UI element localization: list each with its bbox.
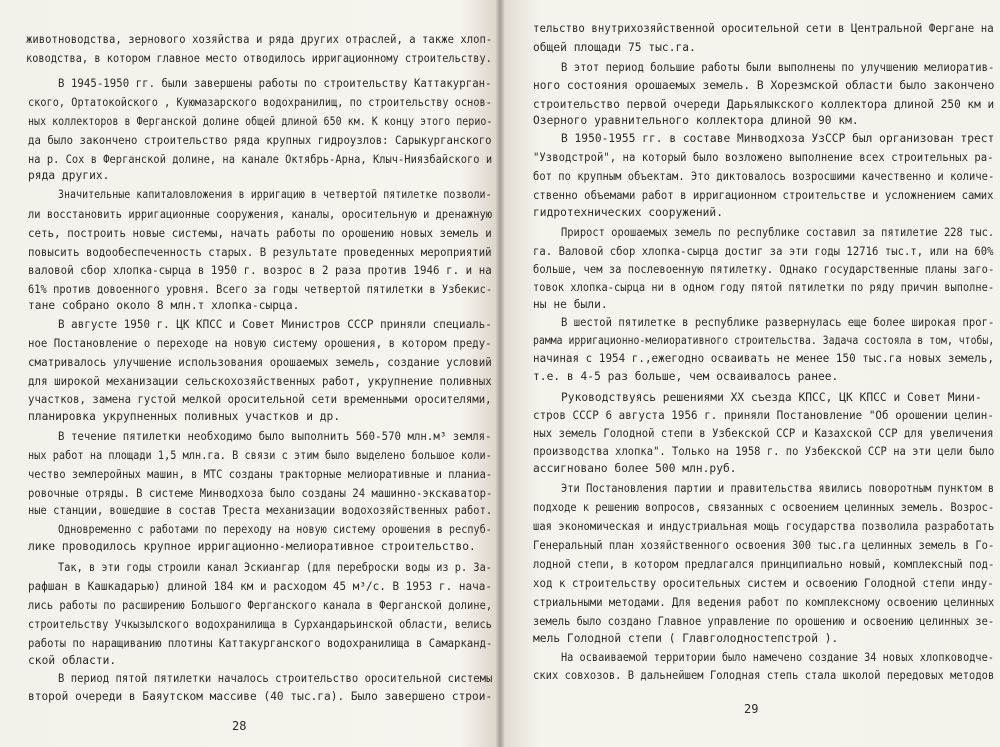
text-line: ны не были. <box>533 298 608 311</box>
text-line: строительство первой очереди Дарьялыкского коллектора длиной 250 км и <box>533 98 995 111</box>
text-line: земель было создано Главное управление по орошению и освоению целинных зе- <box>533 615 995 628</box>
text-line: работы по наращиванию плотины Каттакурганского водохранилища в Самарканд- <box>28 637 493 650</box>
right-page <box>503 0 1000 747</box>
text-line: ряда других. <box>28 169 110 182</box>
text-line: лике проводилось крупное ирригационно-мелиоративное строительство. <box>28 540 476 553</box>
text-line: гидротехнических сооружений. <box>533 206 723 219</box>
text-line: общей площади 75 тыс.га. <box>533 41 696 54</box>
text-line: ровочные отряды. В системе Минводхоза было созданы 24 машинно-экскаватор- <box>28 487 493 500</box>
text-line: тане собрано около 8 млн.т хлопка-сырца. <box>28 299 300 312</box>
text-line: В период пятой пятилетки началось строительство оросительной системы <box>58 672 493 685</box>
text-line: Озерного уравнительного коллектора длиной 90 км. <box>533 114 859 127</box>
text-line: ли восстановить ирригационные сооружения, каналы, оросительную и дренажную <box>28 208 493 221</box>
text-line: стриальными методами. Для ведения работ по комплексному освоению целинных <box>533 596 995 609</box>
page-number: 28 <box>232 719 247 733</box>
text-line: ской области. <box>28 654 117 667</box>
text-line: сматривалось улучшение использования орошаемых земель, создание условий <box>28 356 492 369</box>
text-line: ное Постановление о переходе на новую систему орошения, в котором преду- <box>28 337 492 350</box>
text-line: В августе 1950 г. ЦК КПСС и Совет Министров СССР приняли специаль- <box>58 318 492 331</box>
text-line: ственно объемами работ в ирригационном строительстве и усложнением самих <box>533 189 994 202</box>
text-line: ных коллекторов в Ферганской долине общей длиной 650 км. К концу этого перио- <box>28 115 493 128</box>
text-line: ассигновано более 500 млн.руб. <box>533 462 737 475</box>
text-line: рамма ирригационно-мелиоративного строительства. Задача состояла в том, чтобы, <box>533 334 995 347</box>
text-line: стров СССР 6 августа 1956 г. приняли Постановление "Об орошении целин- <box>533 409 994 422</box>
text-line: Прирост орошаемых земель по республике составил за пятилетие 228 тыс. <box>561 226 995 239</box>
text-line: 61% против довоенного уровня. Всего за годы четвертой пятилетки в Узбекис- <box>28 283 493 296</box>
text-line: ководства, в котором главное место отводилось ирригационному строительству. <box>26 52 492 65</box>
text-line: т.е. в 4-5 раз больше, чем осваивалось ранее. <box>533 370 839 383</box>
text-line: В этот период большие работы были выполнены по улучшению мелиоратив- <box>561 61 995 74</box>
page-number: 29 <box>744 702 759 716</box>
text-line: Эти Постановления партии и правительства явились поворотным пунктом в <box>561 482 995 495</box>
text-line: ных земель Голодной степи в Узбекской ССР и Казахской ССР для увеличения <box>533 427 994 440</box>
text-line: второй очереди в Баяутском массиве (40 тыс.га). Было завершено строи- <box>28 690 493 703</box>
text-line: для широкой механизации сельскохозяйственных работ, укрупнение поливных <box>28 375 492 388</box>
text-line: подходе к решению вопросов, связанных с освоением целинных земель. Возрос- <box>533 501 995 514</box>
text-line: да было закончено строительство ряда крупных гидроузлов: Сарыкурганского <box>28 134 492 147</box>
text-line: сеть, построить новые системы, начать работы по орошению новых земель и <box>28 227 492 240</box>
text-line: больше, чем за послевоенную пятилетку. Однако государственные планы заго- <box>533 263 995 276</box>
text-line: ход к строительству оросительных систем и освоению Голодной степи инду- <box>533 577 994 590</box>
text-line: на р. Сох в Ферганской долине, на канале Октябрь-Арна, Клыч-Ниязбайского и <box>28 153 493 166</box>
text-line: На осваиваемой территории было намечено создание 34 новых хлопководче- <box>561 651 994 664</box>
text-line: В 1950-1955 гг. в составе Минводхоза УзССР был организован трест <box>561 132 995 145</box>
text-line: ских совхозов. В дальнейшем Голодная степь стала школой передовых методов <box>533 669 995 682</box>
text-line: ского, Ортатокойского , Куюмазарского водохранилищ, по строительству основ- <box>28 96 492 109</box>
text-line: товок хлопка-сырца ни в одном году пятой пятилетки по ряду причин выполне- <box>533 281 995 294</box>
text-line: "Узводстрой", на который было возложено выполнение всех строительных ра- <box>533 151 994 164</box>
text-line: Так, в эти годы строили канал Эскиангар (для переброски воды из р. За- <box>58 561 492 574</box>
text-line: тельство внутрихозяйственной оросительной сети в Центральной Фергане на <box>533 22 994 35</box>
text-line: ных работ на площади 1,5 млн.га. В связи с этим было выделено большое коли- <box>28 449 492 462</box>
text-line: планировка укрупненных поливных участков и др. <box>28 410 341 423</box>
text-line: мель Голодной степи ( Главголодностепстрой ). <box>533 632 839 645</box>
text-line: чество землеройных машин, в МТС созданы тракторные мелиоративные и планиа- <box>28 468 493 481</box>
text-line: Генеральный план хозяйственного освоения 300 тыс.га целинных земель в Го- <box>533 539 995 552</box>
text-line: шая экономическая и индустриальная мощь государства позволила разработать <box>533 520 995 533</box>
text-line: рафшан в Кашкадарью) длиной 184 км и расходом 45 м³/с. В 1953 г. нача- <box>28 580 492 593</box>
text-line: В 1945-1950 гг. были завершены работы по строительству Каттакурган- <box>58 77 492 90</box>
text-line: га. Валовой сбор хлопка-сырца достиг за эти годы 12716 тыс.т, или на 60% <box>533 245 994 258</box>
text-line: В течение пятилетки необходимо было выполнить 560-570 млн.м³ земля- <box>58 430 492 443</box>
text-line: повысить водообеспеченность старых. В результате проведенных мероприятий <box>28 246 492 259</box>
text-line: участков, замена густой мелкой оросительной сети временными оросителями, <box>28 393 492 406</box>
text-line: Руководствуясь решениями XX съезда КПСС, ЦК КПСС и Совет Мини- <box>561 391 982 404</box>
text-line: ного состояния орошаемых земель. В Хорезмской области было закончено <box>533 79 995 92</box>
text-line: ные станции, вошедшие в состав Треста механизации водохозяйственных работ. <box>28 504 493 517</box>
text-line: лодной степи, в котором предлагался принципиально новый, комплексный под- <box>533 558 995 571</box>
text-line: лись работы по расширению Большого Ферганского канала в Ферганской долине, <box>28 599 493 612</box>
text-line: бот по крупным объектам. Это диктовалось возросшими качественно и количе- <box>533 170 995 183</box>
text-line: В шестой пятилетке в республике развернулась еще более широкая прог- <box>561 316 995 329</box>
text-line: производства хлопка". Только на 1958 г. по Узбекской ССР на эти цели было <box>533 445 995 458</box>
left-page <box>0 0 498 747</box>
text-line: начиная с 1954 г.,ежегодно осваивать не менее 150 тыс.га новых земель, <box>533 352 994 365</box>
text-line: Одновременно с работами по переходу на новую систему орошения в респуб- <box>58 523 492 536</box>
text-line: Значительные капиталовложения в ирригацию в четвертой пятилетке позволи- <box>58 188 492 201</box>
text-line: животноводства, зернового хозяйства и ряда других отраслей, а также хлоп- <box>26 33 493 46</box>
text-line: строительству Учкызылского водохранилища в Сурхандарьинской области, велись <box>28 618 492 631</box>
text-line: валовой сбор хлопка-сырца в 1950 г. возрос в 2 раза против 1946 г. и на <box>28 264 492 277</box>
